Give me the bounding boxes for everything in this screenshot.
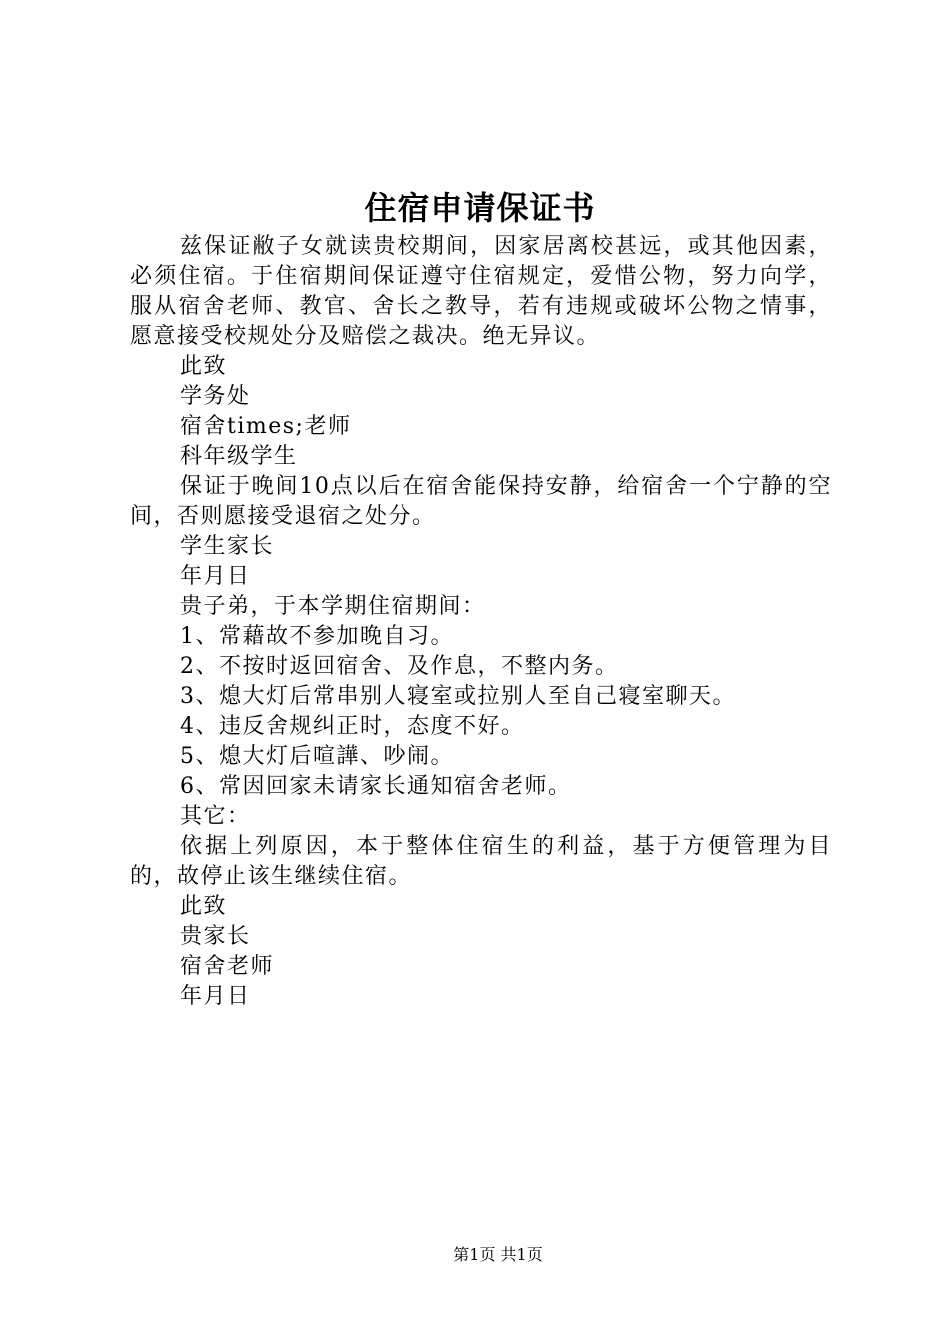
paragraph-salutation: 此致 [180,354,228,379]
paragraph-decision: 依据上列原因，本于整体住宿生的利益，基于方便管理为目的，故停止该生继续住宿。 [130,834,832,889]
paragraph-date-2: 年月日 [180,984,251,1009]
list-item: 2、不按时返回宿舍、及作息，不整内务。 [180,654,619,679]
paragraph-notice-intro: 贵子弟，于本学期住宿期间： [180,594,486,619]
paragraph-dorm-teacher: 宿舍times;老师 [180,414,352,439]
list-item: 5、熄大灯后喧譁、吵闹。 [180,744,454,769]
list-item: 6、常因回家未请家长通知宿舍老师。 [180,774,572,799]
document-title: 住宿申请保证书 [364,189,596,227]
list-item: 1、常藉故不参加晚自习。 [180,624,454,649]
paragraph-quiet-pledge: 保证于晚间10点以后在宿舍能保持安静，给宿舍一个宁静的空间，否则愿接受退宿之处分。 [130,474,832,529]
paragraph-recipient-parent: 贵家长 [180,924,251,949]
list-item: 4、违反舍规纠正时，态度不好。 [180,714,525,739]
paragraph-salutation-2: 此致 [180,894,228,919]
paragraph-recipient: 学务处 [180,384,251,409]
paragraph-parent: 学生家长 [180,534,275,559]
list-item: 3、熄大灯后常串别人寝室或拉别人至自己寝室聊天。 [180,684,736,709]
paragraph-other: 其它： [180,804,251,829]
paragraph-guarantee: 兹保证敝子女就读贵校期间，因家居离校甚远，或其他因素，必须住宿。于住宿期间保证遵守住宿规定，爱惜公物，努力向学，服从宿舍老师、教官、舍长之教导，若有违规或破坏公物之情事，愿意接受校规处分及赔偿之裁决。绝无异议。 [130,234,832,349]
paragraph-date: 年月日 [180,564,251,589]
page-footer: 第1页 共1页 [453,1245,543,1264]
paragraph-signer: 宿舍老师 [180,954,275,979]
document-body [130,232,832,1012]
paragraph-student-grade: 科年级学生 [180,444,298,469]
